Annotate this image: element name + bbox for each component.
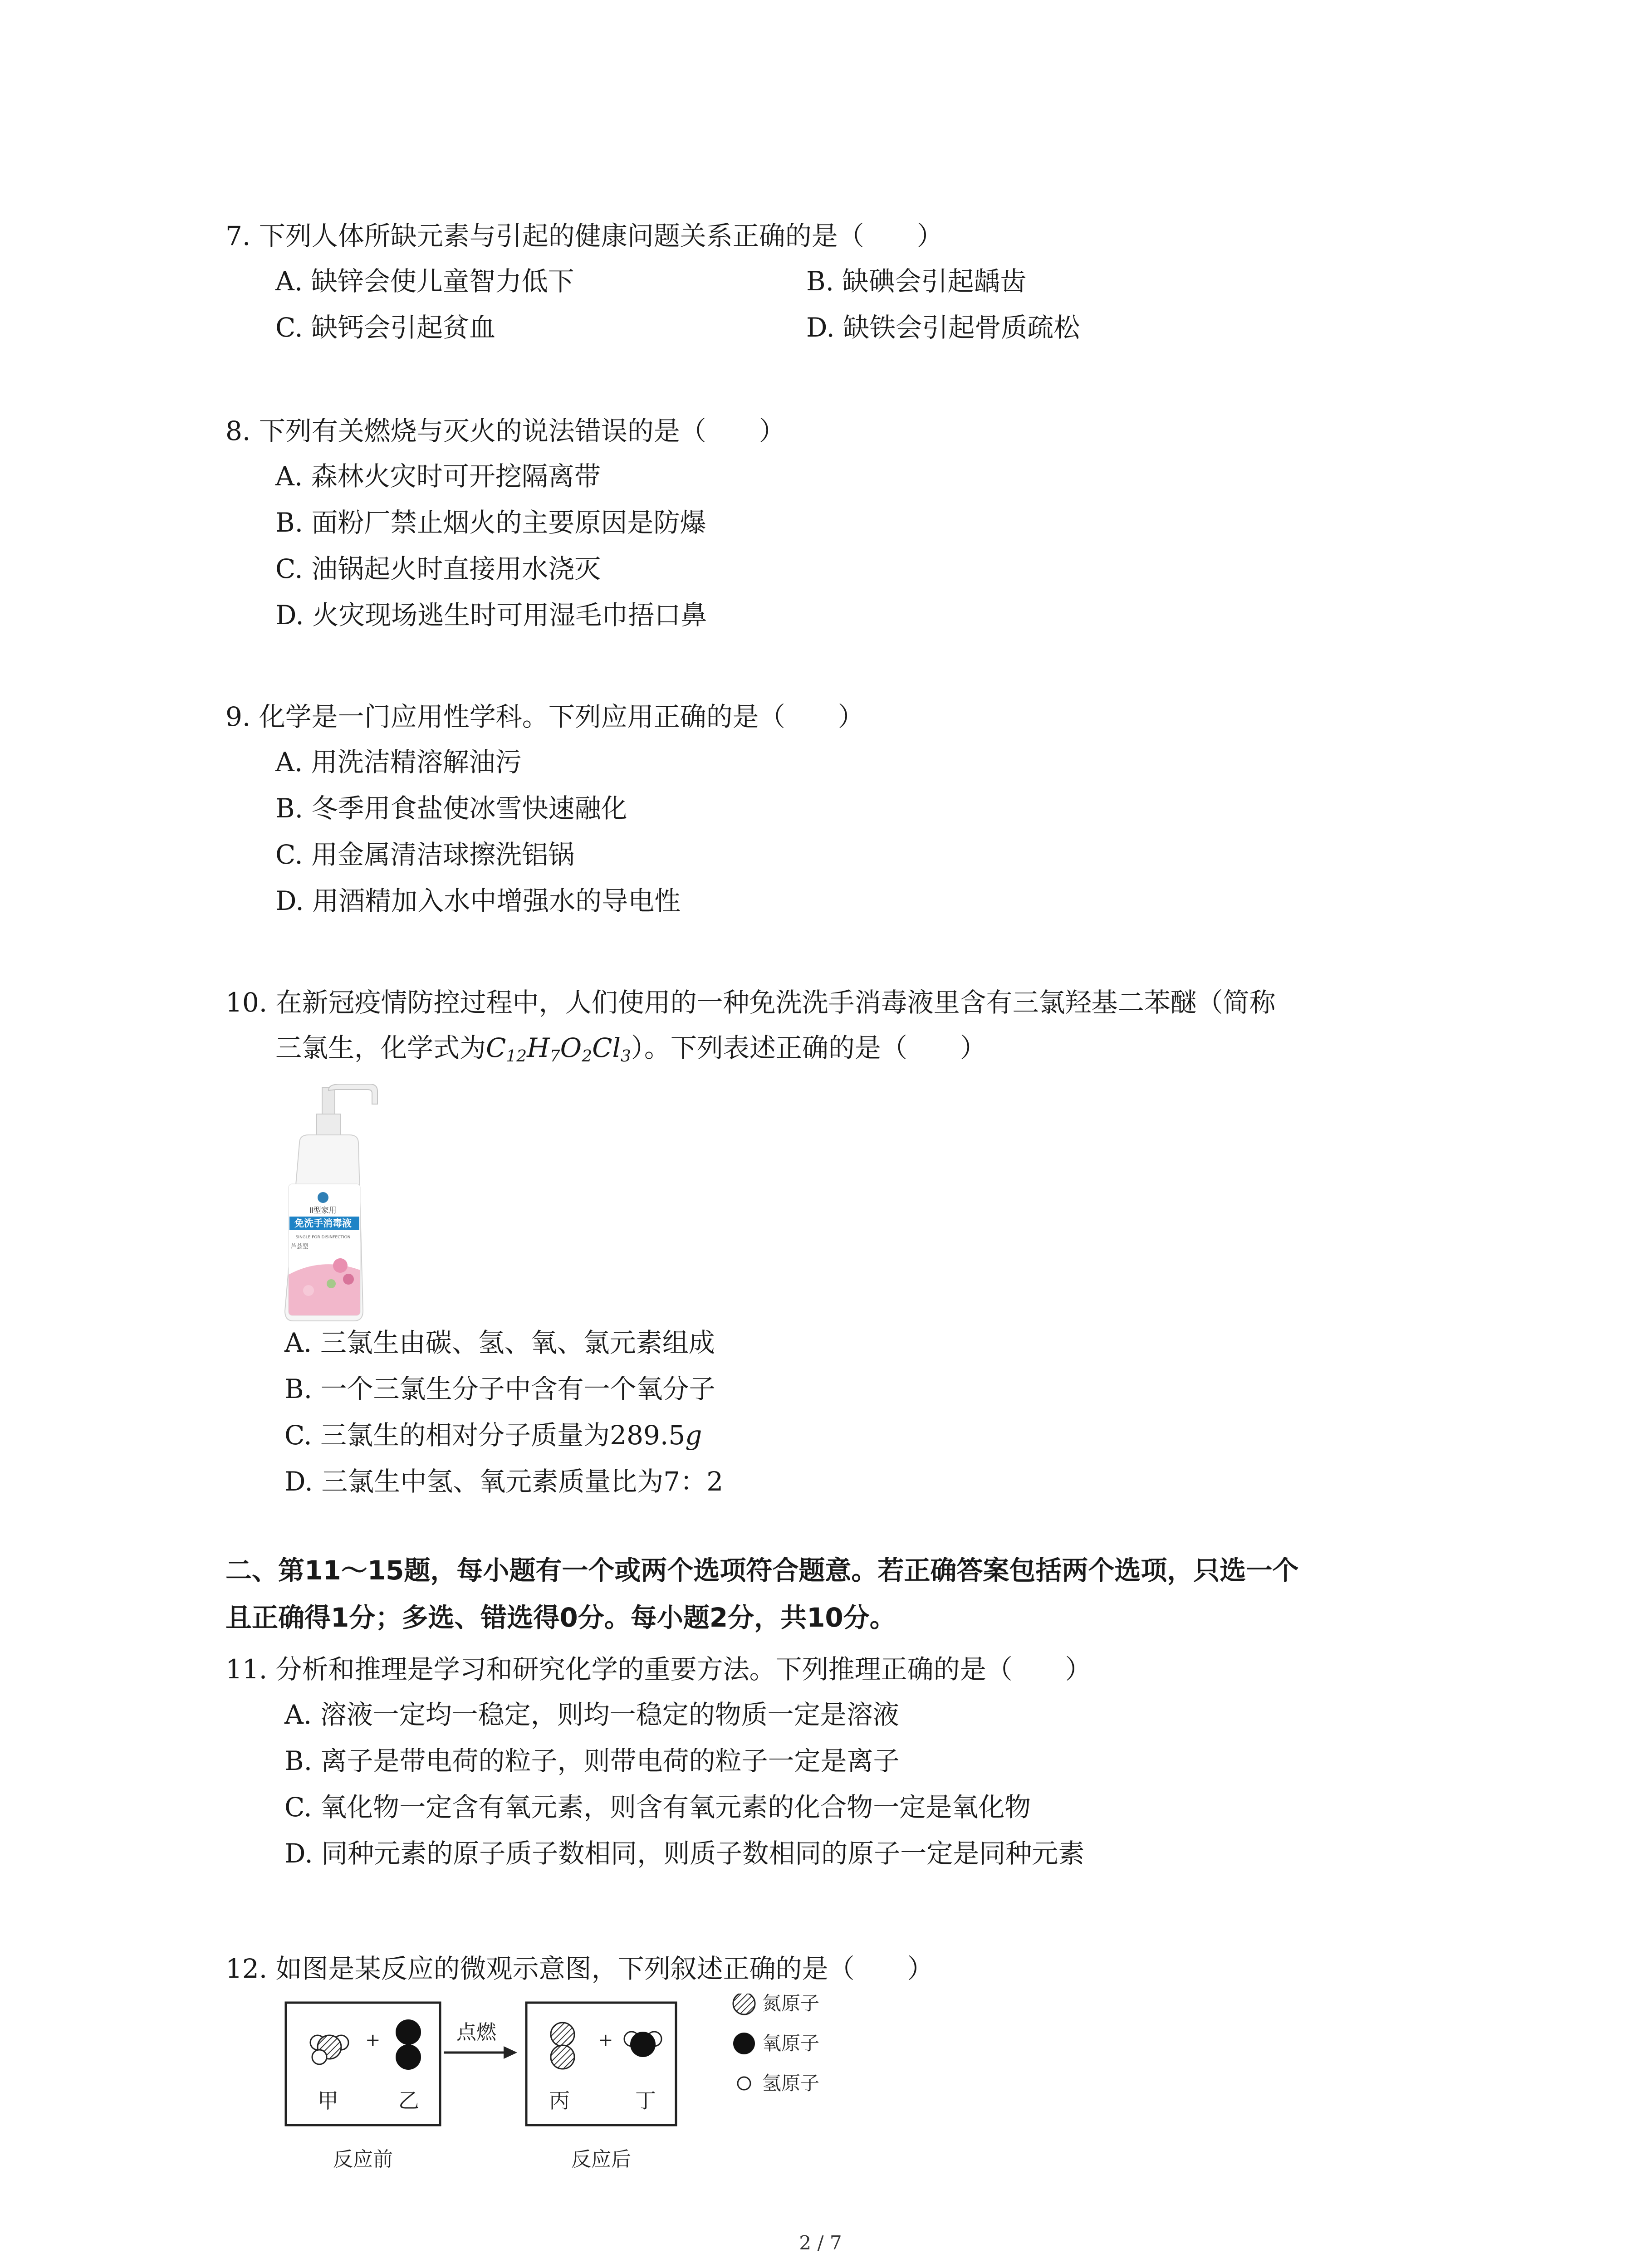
molecule-yi (396, 2019, 421, 2070)
q7-option-a: A. 缺锌会使儿童智力低下 (275, 266, 574, 297)
q7-option-b: B. 缺碘会引起龋齿 (806, 266, 1027, 297)
molecule-jia (310, 2035, 348, 2064)
molecule-ding (624, 2032, 661, 2057)
chemical-formula: $C_{12}H_7O_2Cl_3$ (486, 1032, 631, 1066)
q10-stem-text-a: 三氯生，化学式为 (275, 1032, 486, 1063)
q10-stem-line1: 10. 在新冠疫情防控过程中，人们使用的一种免洗洗手消毒液里含有三氯羟基二苯醚（简称 (225, 987, 1276, 1018)
question-9 (225, 694, 864, 924)
caption-before: 反应前 (333, 2148, 393, 2171)
q11-stem: 11. 分析和推理是学习和研究化学的重要方法。下列推理正确的是（ ） (225, 1654, 1092, 1685)
q8-option-c: C. 油锅起火时直接用水浇灭 (275, 553, 601, 584)
section-2-line1: 二、第11～15题，每小题有一个或两个选项符合题意。若正确答案包括两个选项，只选一个 (225, 1555, 1299, 1586)
brand-logo-icon (318, 1192, 328, 1203)
q12-stem: 12. 如图是某反应的微观示意图，下列叙述正确的是（ ） (225, 1953, 934, 1984)
q8-option-d: D. 火灾现场逃生时可用湿毛巾捂口鼻 (275, 600, 707, 631)
label-bing: 丙 (549, 2088, 570, 2113)
molecule-bing (551, 2023, 574, 2069)
q10-option-b: B. 一个三氯生分子中含有一个氧分子 (284, 1374, 715, 1404)
q10-option-c: C. 三氯生的相对分子质量为289.5g (284, 1420, 702, 1451)
question-7 (225, 213, 1080, 351)
q11-option-c: C. 氧化物一定含有氧元素，则含有氧元素的化合物一定是氧化物 (284, 1792, 1031, 1823)
reaction-diagram (272, 1994, 871, 2175)
bottle-label-line4: 芦荟型 (290, 1243, 309, 1250)
label-ding: 丁 (635, 2088, 656, 2113)
question-12 (225, 1946, 934, 1991)
question-8 (225, 408, 785, 639)
label-yi: 乙 (398, 2088, 419, 2113)
q9-stem: 9. 化学是一门应用性学科。下列应用正确的是（ ） (225, 701, 864, 732)
q7-option-d: D. 缺铁会引起骨质疏松 (806, 312, 1080, 343)
hydrogen-atom-icon (738, 2077, 750, 2090)
q8-stem: 8. 下列有关燃烧与灭火的说法错误的是（ ） (225, 415, 785, 446)
arrow-head-icon (504, 2046, 517, 2059)
question-10 (225, 980, 1276, 1070)
q9-option-a: A. 用洗洁精溶解油污 (275, 747, 522, 777)
q10-options (225, 1320, 723, 1505)
caption-after: 反应后 (571, 2148, 631, 2171)
q11-option-b: B. 离子是带电荷的粒子，则带电荷的粒子一定是离子 (284, 1745, 900, 1776)
q7-stem: 7. 下列人体所缺元素与引起的健康问题关系正确的是（ ） (225, 220, 943, 251)
legend-hydrogen: 氢原子 (762, 2072, 820, 2094)
plus-sign-before: + (365, 2030, 381, 2051)
q11-option-a: A. 溶液一定均一稳定，则均一稳定的物质一定是溶液 (284, 1699, 899, 1730)
page-number: 2 / 7 (799, 2232, 842, 2254)
q10-stem-line2 (225, 1025, 1276, 1070)
legend (733, 1994, 819, 2094)
q10-stem-text-b: ）。下列表述正确的是（ ） (631, 1032, 986, 1063)
q8-option-a: A. 森林火灾时可开挖隔离带 (275, 461, 601, 492)
q9-option-b: B. 冬季用食盐使冰雪快速融化 (275, 793, 627, 824)
legend-nitrogen: 氮原子 (762, 1994, 820, 2014)
q11-option-d: D. 同种元素的原子质子数相同，则质子数相同的原子一定是同种元素 (284, 1838, 1085, 1869)
q10-option-a: A. 三氯生由碳、氢、氧、氯元素组成 (284, 1327, 715, 1358)
q9-option-c: C. 用金属清洁球擦洗铝锅 (275, 839, 575, 870)
section-2-line2: 且正确得1分；多选、错选得0分。每小题2分，共10分。 (225, 1602, 896, 1633)
q9-option-d: D. 用酒精加入水中增强水的导电性 (275, 885, 681, 916)
question-11 (225, 1647, 1092, 1877)
bottle-label-line2: 免洗手消毒液 (294, 1218, 352, 1229)
plus-sign-after: + (598, 2030, 613, 2051)
label-jia: 甲 (318, 2088, 338, 2113)
legend-oxygen: 氧原子 (762, 2032, 820, 2054)
bottle-label-line3: SINGLE FOR DISINFECTION (295, 1235, 351, 1240)
q10-option-d: D. 三氯生中氢、氧元素质量比为7：2 (284, 1466, 724, 1497)
q7-option-c: C. 缺钙会引起贫血 (275, 312, 496, 343)
q8-option-b: B. 面粉厂禁止烟火的主要原因是防爆 (275, 507, 706, 538)
section-2-heading (225, 1547, 1450, 1641)
bottle-label-line1: Ⅱ型家用 (309, 1206, 337, 1215)
oxygen-atom-icon (733, 2033, 755, 2054)
disinfectant-bottle-image (272, 1084, 399, 1325)
nitrogen-atom-icon (733, 1994, 755, 2014)
arrow-label: 点燃 (456, 2021, 496, 2044)
